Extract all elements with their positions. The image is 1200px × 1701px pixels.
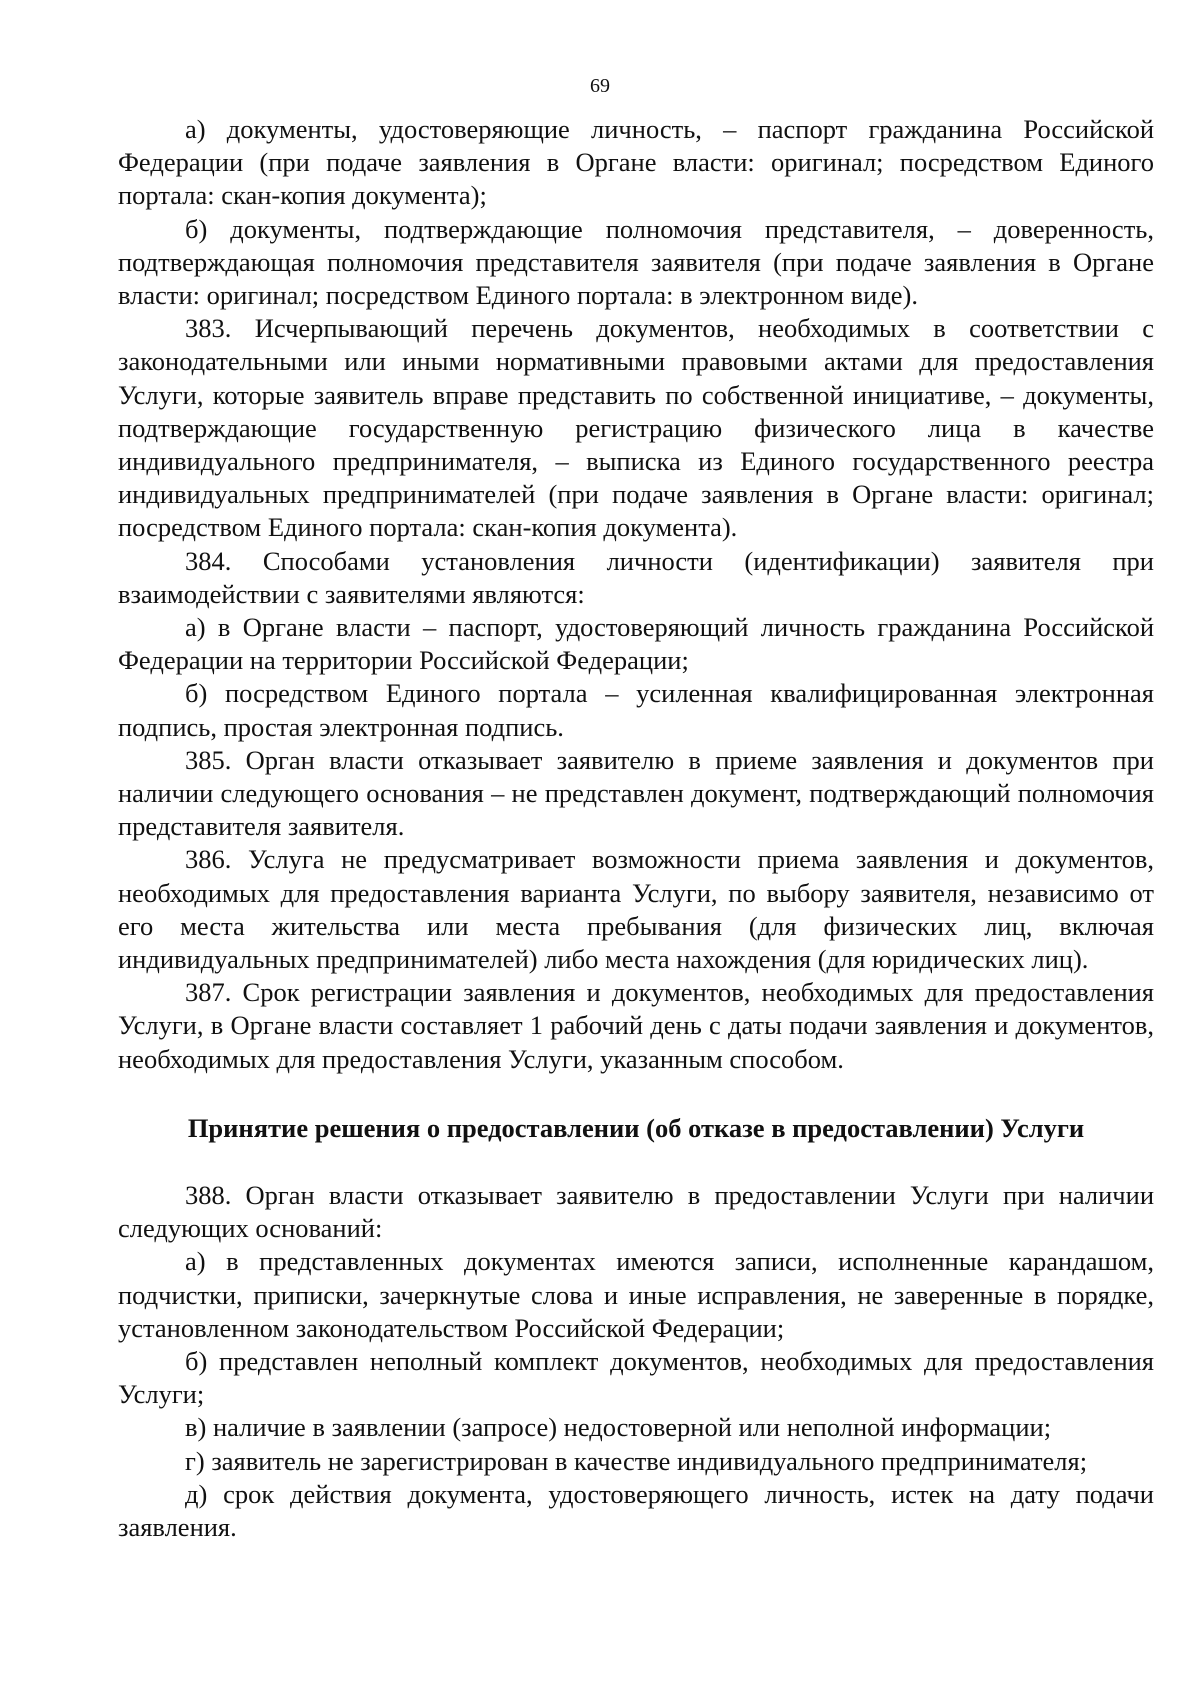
paragraph-385: 385. Орган власти отказывает заявителю в приеме заявления и документов при наличии следующего основания – не представлен документ, подтверждающий полномочия представителя заявителя.	[118, 744, 1154, 842]
paragraph-383: 383. Исчерпывающий перечень документов, необходимых в соответствии с законодательными или иными нормативными правовыми актами для предоставления Услуги, которые заявитель вправе представить по собственной инициативе, – документы, подтверждающие государственную регистрацию физического лица в качестве индивидуального предпринимателя, – выписка из Единого государственного реестра индивидуальных предпринимателей (при подаче заявления в Органе власти: оригинал; посредством Единого портала: скан-копия документа).	[118, 313, 1154, 543]
paragraph-387: 387. Срок регистрации заявления и документов, необходимых для предоставления Услуги, в Органе власти составляет 1 рабочий день с даты подачи заявления и документов, необходимых для предоставления Услуги, указанным способом.	[118, 977, 1154, 1074]
paragraph-384-b: б) посредством Единого портала – усиленная квалифицированная электронная подпись, простая электронная подпись.	[118, 678, 1154, 742]
paragraph-388: 388. Орган власти отказывает заявителю в предоставлении Услуги при наличии следующих оснований:	[118, 1179, 1154, 1244]
paragraph-388-d: д) срок действия документа, удостоверяющего личность, истек на дату подачи заявления.	[118, 1478, 1154, 1542]
page-number: 69	[590, 75, 610, 97]
page-content	[118, 113, 1154, 1544]
paragraph-388-a: а) в представленных документах имеются записи, исполненные карандашом, подчистки, приписки, зачеркнутые слова и иные исправления, не заверенные в порядке, установленном законодательством Российской Федерации;	[118, 1246, 1154, 1343]
paragraph-388-b: б) представлен неполный комплект документов, необходимых для предоставления Услуги;	[118, 1345, 1154, 1410]
paragraph-a-identity-documents: а) документы, удостоверяющие личность, – паспорт гражданина Российской Федерации (при подаче заявления в Органе власти: оригинал; посредством Единого портала: скан-копия документа);	[118, 114, 1154, 211]
section-heading: Принятие решения о предоставлении (об отказе в предоставлении) Услуги	[187, 1112, 1085, 1143]
paragraph-b-representative-documents: б) документы, подтверждающие полномочия представителя, – доверенность, подтверждающая полномочия представителя заявителя (при подаче заявления в Органе власти: оригинал; посредством Единого портала: в электронном виде).	[118, 213, 1154, 311]
paragraph-384-a: а) в Органе власти – паспорт, удостоверяющий личность гражданина Российской Федерации на территории Российской Федерации;	[118, 612, 1154, 676]
paragraph-388-v: в) наличие в заявлении (запросе) недостоверной или неполной информации;	[185, 1412, 1052, 1443]
paragraph-386: 386. Услуга не предусматривает возможности приема заявления и документов, необходимых для предоставления варианта Услуги, по выбору заявителя, независимо от его места жительства или места пребывания (для физических лиц, включая индивидуальных предпринимателей) либо места нахождения (для юридических лиц).	[118, 844, 1154, 975]
paragraph-384: 384. Способами установления личности (идентификации) заявителя при взаимодействии с заявителями являются:	[118, 545, 1154, 609]
paragraph-388-g: г) заявитель не зарегистрирован в качестве индивидуального предпринимателя;	[185, 1445, 1088, 1476]
